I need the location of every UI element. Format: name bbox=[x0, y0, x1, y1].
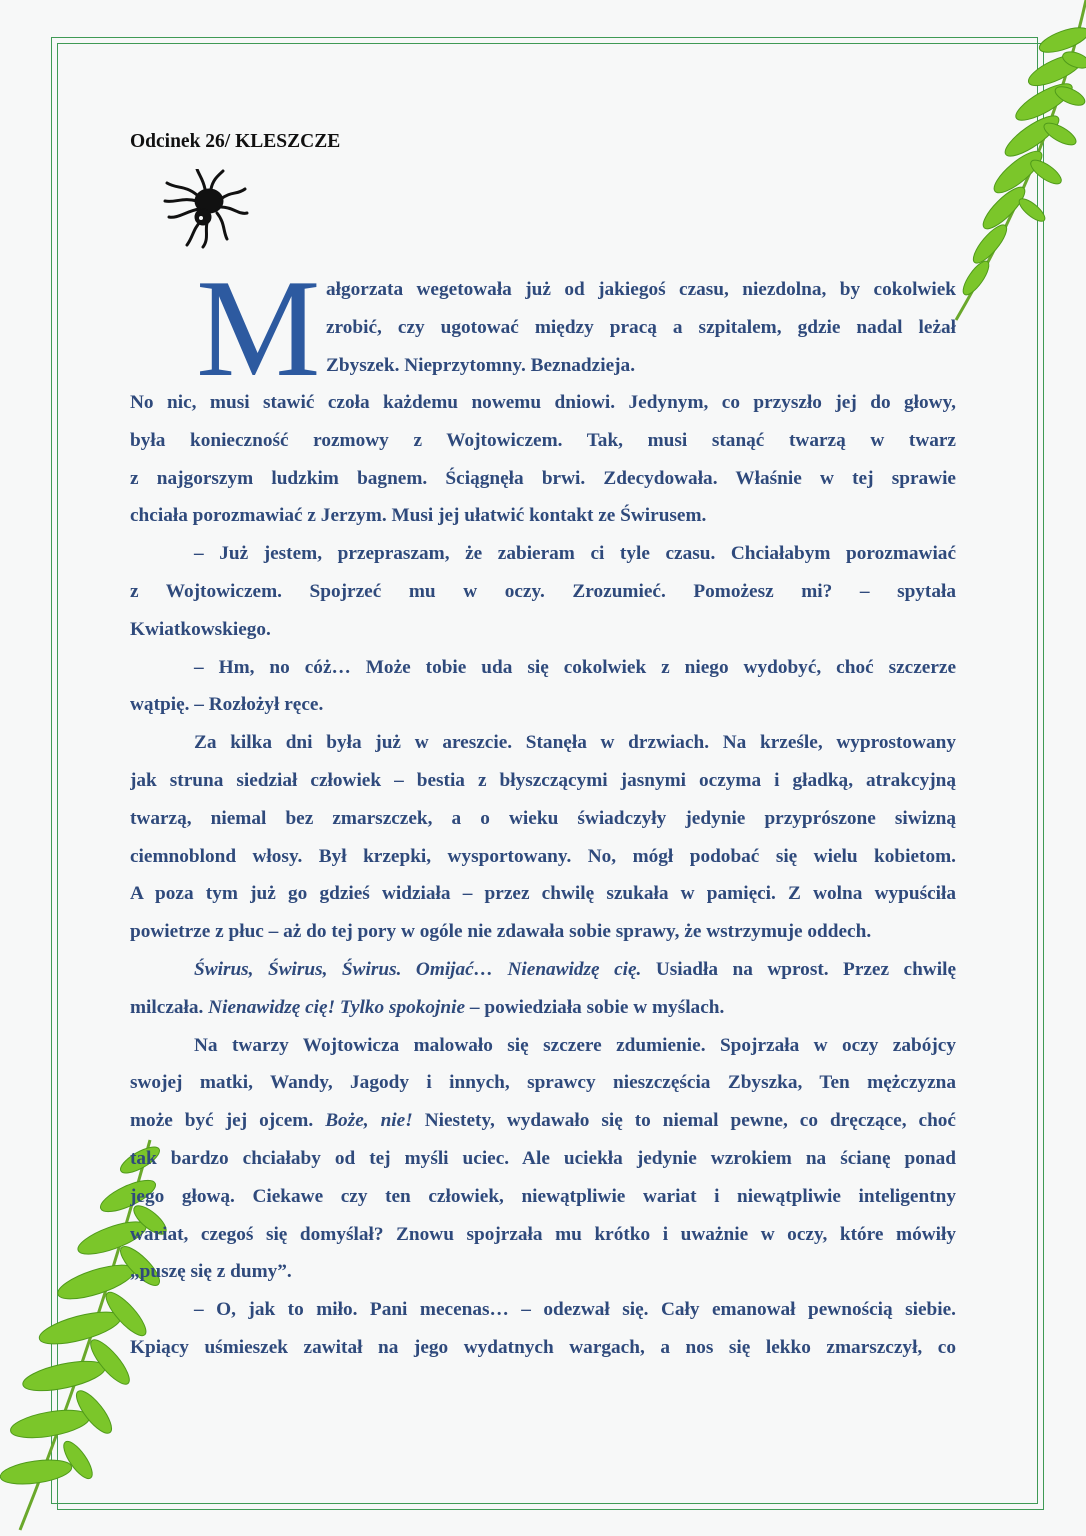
tick-icon bbox=[163, 169, 249, 249]
text-line: Zbyszek. Nieprzytomny. Beznadzieja. bbox=[326, 354, 636, 376]
text-line bbox=[130, 1027, 956, 1065]
italic-phrase: Nienawidzę cię! Tylko spokojnie bbox=[208, 996, 466, 1018]
text-line bbox=[130, 611, 956, 649]
text-run: Usiadła na wprost. Przez chwilę bbox=[641, 958, 956, 980]
text-run: wątpię. – Rozłożył ręce. bbox=[130, 694, 324, 716]
text-line bbox=[130, 838, 956, 876]
text-run: jak struna siedział człowiek – bestia z błyszczącymi jasnymi oczyma i gładką, atrakcyjną bbox=[130, 769, 956, 791]
episode-title: Odcinek 26/ KLESZCZE bbox=[130, 131, 341, 152]
fern-leaf-icon bbox=[946, 0, 1086, 330]
text-run: może być jej ojcem. bbox=[130, 1110, 326, 1132]
text-run: Niestety, wydawało się to niemal pewne, co dręczące, choć bbox=[412, 1110, 956, 1132]
text-line bbox=[130, 573, 956, 611]
opening-lines bbox=[326, 271, 956, 384]
italic-phrase: Świrus, Świrus, Świrus. Omijać… Nienawidzę cię. bbox=[194, 958, 642, 980]
text-run: No nic, musi stawić czoła każdemu nowemu dniowi. Jedynym, co przyszło jej do głowy, bbox=[130, 392, 956, 413]
text-run: milczała. bbox=[130, 996, 209, 1018]
text-line bbox=[130, 1216, 956, 1254]
text-line bbox=[130, 1253, 956, 1291]
text-run: ciemnoblond włosy. Był krzepki, wysportowany. No, mógł podobać się wielu kobietom. bbox=[130, 845, 956, 867]
text-run: jego głową. Ciekawe czy ten człowiek, niewątpliwie wariat i niewątpliwie inteligentny bbox=[130, 1185, 956, 1207]
text-line bbox=[130, 1064, 956, 1102]
text-line bbox=[130, 649, 956, 687]
text-line bbox=[130, 800, 956, 838]
text-line bbox=[130, 686, 956, 724]
text-line bbox=[130, 422, 956, 460]
text-line bbox=[130, 989, 956, 1027]
text-run: swojej matki, Wandy, Jagody i innych, sprawcy nieszczęścia Zbyszka, Ten mężczyzna bbox=[130, 1072, 956, 1094]
text-line bbox=[130, 1102, 956, 1140]
text-run: wariat, czegoś się domyślał? Znowu spojrzała mu krótko i uważnie w oczy, które mówiły bbox=[130, 1223, 956, 1245]
text-line: ałgorzata wegetowała już od jakiegoś czasu, niezdolna, by cokolwiek bbox=[326, 279, 956, 300]
text-line bbox=[130, 913, 956, 951]
text-run: powietrze z płuc – aż do tej pory w ogóle nie zdawała sobie sprawy, że wstrzymuje oddech. bbox=[130, 921, 872, 943]
drop-cap-letter: M bbox=[196, 251, 321, 406]
text-line bbox=[130, 875, 956, 913]
text-run: – O, jak to miło. Pani mecenas… – odezwał się. Cały emanował pewnością siebie. bbox=[194, 1299, 956, 1321]
text-line bbox=[130, 535, 956, 573]
text-run: – Hm, no cóż… Może tobie uda się cokolwiek z niego wydobyć, choć szczerze bbox=[194, 656, 956, 678]
italic-phrase: Boże, nie! bbox=[325, 1110, 413, 1132]
text-run: – powiedziała sobie w myślach. bbox=[465, 996, 725, 1018]
text-run: A poza tym już go gdzieś widziała – przez chwilę szukała w pamięci. Z wolna wypuściła bbox=[130, 883, 956, 905]
text-run: z najgorszym ludzkim bagnem. Ściągnęła brwi. Zdecydowała. Właśnie w tej sprawie bbox=[130, 467, 956, 489]
text-line bbox=[130, 497, 956, 535]
text-run: – Już jestem, przepraszam, że zabieram ci tyle czasu. Chciałabym porozmawiać bbox=[194, 543, 956, 565]
text-line bbox=[130, 1329, 956, 1367]
text-run: Kpiący uśmieszek zawitał na jego wydatnych wargach, a nos się lekko zmarszczył, co bbox=[130, 1336, 956, 1358]
text-run: była konieczność rozmowy z Wojtowiczem. Tak, musi stanąć twarzą w twarz bbox=[130, 429, 956, 451]
text-line bbox=[130, 1291, 956, 1329]
text-line bbox=[130, 951, 956, 989]
text-line bbox=[130, 1178, 956, 1216]
text-run: Za kilka dni była już w areszcie. Stanęła w drzwiach. Na krześle, wyprostowany bbox=[194, 732, 956, 754]
text-line: zrobić, czy ugotować między pracą a szpitalem, gdzie nadal leżał bbox=[326, 316, 956, 338]
text-run: z Wojtowiczem. Spojrzeć mu w oczy. Zrozumieć. Pomożesz mi? – spytała bbox=[130, 580, 956, 602]
text-run: twarzą, niemal bez zmarszczek, a o wieku świadczyły jedynie przyprószone siwizną bbox=[130, 807, 956, 829]
text-run: Na twarzy Wojtowicza malowało się szczere zdumienie. Spojrzała w oczy zabójcy bbox=[194, 1034, 956, 1056]
text-line bbox=[130, 460, 956, 498]
text-run: chciała porozmawiać z Jerzym. Musi jej ułatwić kontakt ze Świrusem. bbox=[130, 505, 707, 527]
text-line bbox=[130, 1140, 956, 1178]
body-text bbox=[130, 384, 956, 1367]
text-line bbox=[130, 762, 956, 800]
document-body bbox=[130, 124, 956, 1367]
text-line bbox=[130, 724, 956, 762]
text-run: tak bardzo chciałaby od tej myśli uciec. Ale uciekła jedynie wzrokiem na ścianę ponad bbox=[130, 1147, 956, 1169]
text-run: „puszę się z dumy”. bbox=[130, 1261, 292, 1283]
text-run: Kwiatkowskiego. bbox=[130, 618, 271, 640]
